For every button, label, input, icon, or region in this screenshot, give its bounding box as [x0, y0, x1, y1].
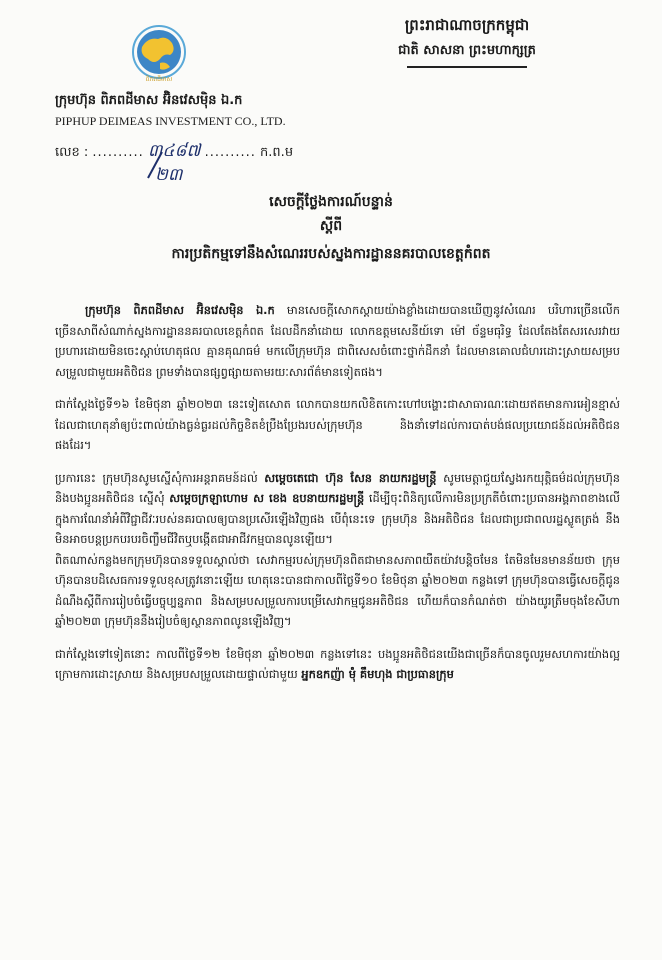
paragraph-1 — [55, 300, 620, 382]
paragraph-3 — [55, 468, 620, 550]
kingdom-title: ព្រះរាជាណាចក្រកម្ពុជា — [404, 16, 530, 34]
svg-text:ពិភពដីមាស: ពិភពដីមាស — [145, 76, 173, 83]
paragraph-3-text-a: ប្រការនេះ ក្រុមហ៊ុនសូមស្នើសុំការអន្តរាគមន៍ដល់ — [55, 470, 258, 485]
kingdom-heading — [367, 12, 567, 68]
deputy-prime-minister-name: សម្តេចក្រឡាហោម ស ខេង ឧបនាយករដ្ឋមន្ត្រី — [169, 491, 365, 505]
oknha-name: អ្នកឧកញ៉ា ម៉ុំ គឹមហុង ជាប្រធានក្រុម — [301, 667, 454, 681]
company-name-inline: ក្រុមហ៊ុន ពិភពដីមាស អ៊ិនវេសម៉ិន ឯ.ក — [85, 303, 275, 317]
statement-title: សេចក្តីថ្លែងការណ៍បន្ទាន់ — [269, 194, 393, 210]
company-name-english: PIPHUP DEIMEAS INVESTMENT CO., LTD. — [55, 114, 286, 128]
prime-minister-name: សម្តេចតេជោ ហ៊ុន សែន នាយករដ្ឋមន្ត្រី — [264, 470, 437, 485]
national-motto: ជាតិ សាសនា ព្រះមហាក្សត្រ — [398, 43, 536, 58]
paragraph-3-text-c: ដើម្បីចុះពិនិត្យលើការមិនប្រក្រតីចំពោះប្រធានអង្គភាពខាងលើ ក្នុងការណែនាំអំពីវិជ្ជាជីវៈរបស់នគរបាលឲ្យបានប្រសើរឡើងវិញផង បើពុំនេះទេ ក្រុមហ៊ុន និងអតិថិជន ដែលជាប្រជាពលរដ្ឋស្លូតត្រង់ នឹងមិនអាចបន្តប្រកបរបរចិញ្ចឹមជីវិតឬបង្កើតជាអាជីវកម្មបានលូនឡើយ។ — [55, 491, 621, 546]
ref-label: លេខ : — [55, 145, 89, 160]
statement-body — [55, 300, 620, 697]
ref-year-handwritten: ២៣ — [155, 165, 183, 185]
statement-subject: ការប្រតិកម្មទៅនឹងសំណេររបស់ស្នងការដ្ឋាននគរបាលខេត្តកំពត — [171, 246, 491, 262]
company-name-khmer: ក្រុមហ៊ុន ពិភពដីមាស អ៊ិនវេសម៉ិន ឯ.ក — [55, 93, 243, 108]
ref-suffix: ក.ព.ម — [260, 145, 294, 160]
motto-divider — [407, 66, 527, 68]
paragraph-5 — [55, 644, 620, 685]
paragraph-2: ជាក់ស្តែងថ្ងៃទី១៦ ខែមិថុនា ឆ្នាំ២០២៣ នេះទៀតសោត លោកបានយកលិខិតកោះហៅបង្ហោះជាសាធារណៈដោយឥតមានការអៀនខ្មាស់ ដែលជាហេតុនាំឲ្យប៉ះពាល់យ៉ាងធ្ងន់ធ្ងរដល់កិច្ចខិតខំប្រឹងប្រែងរបស់ក្រុមហ៊ុន និងនាំទៅដល់ការបាត់បង់ផលប្រយោជន៍ដល់អតិថិជនផងដែរ។ — [55, 397, 620, 452]
paragraph-5-text: ជាក់ស្តែងទៅទៀតនោះ កាលពីថ្ងៃទី១២ ខែមិថុនា ឆ្នាំ២០២៣ កន្លងទៅនេះ បងប្អូនអតិថិជនយើងជាច្រើនក៏បានចូលរួមសហការយ៉ាងល្អក្រោមការដោះស្រាយ និងសម្របសម្រួលដោយផ្ទាល់ជាមួយ — [55, 646, 620, 681]
paragraph-1-text: មានសេចក្តីសោកស្តាយយ៉ាងខ្លាំងដោយបានឃើញនូវសំណេរ បរិហារច្រើនលើកច្រើនសាពីសំណាក់ស្នងការដ្ឋាននគរបាលខេត្តកំពត ដែលដឹកនាំដោយ លោកឧត្តមសេនីយ៍ទោ ម៉ៅ ច័ន្ទមធុរិទ្ធ ដែលតែងតែសរសេរវាយប្រហារដោយមិនចេះស្តាប់ហេតុផល គ្មានគុណធម៌ មកលើក្រុមហ៊ុន ជាពិសេសចំពោះថ្នាក់ដឹកនាំ ដែលមានគោលជំហរដោះស្រាយសម្របសម្រួលជាមួយអតិថិជន ព្រមទាំងបានផ្សព្វផ្សាយតាមរយៈសារព័ត៌មានទៀតផង។ — [55, 303, 620, 379]
globe-logo-icon — [130, 25, 188, 83]
paragraph-4: ពិតណាស់កន្លងមកក្រុមហ៊ុនបានទទួលស្គាល់ថា សេវាកម្មរបស់ក្រុមហ៊ុនពិតជាមានសភាពយឺតយ៉ាវបន្តិចមែន តែមិនមែនមានន័យថា ក្រុមហ៊ុនបានបដិសេធការទទួលខុសត្រូវនោះឡើយ ហេតុនេះបានជាកាលពីថ្ងៃទី១០ ខែមិថុនា ឆ្នាំ២០២៣ កន្លងទៅ ក្រុមហ៊ុនបានធ្វើសេចក្តីជូនដំណឹងស្តីពីការរៀបចំធ្វើបច្ចុប្បន្នភាព និងសម្របសម្រួលការបម្រើសេវាកម្មជូនអតិថិជន ហើយក៏បានកំណត់ថា យ៉ាងយូរត្រឹមចុងខែសីហា ឆ្នាំ២០២៣ ក្រុមហ៊ុននឹងរៀបចំឲ្យស្ថានភាពលូនឡើងវិញ។ — [55, 552, 620, 628]
paragraph-3-text-b: សូមមេត្តាជួយស្វែងរកយុត្តិធម៌ដល់ក្រុមហ៊ុន និងបងប្អូនអតិថិជន ស្នើសុំ — [55, 470, 621, 505]
ref-dots-2: .......... — [204, 145, 256, 160]
statement-about: ស្តីពី — [319, 218, 343, 234]
reference-number — [55, 140, 293, 165]
ref-dots: .......... — [92, 145, 144, 160]
ref-number-handwritten: ៣៤៨៧ — [147, 141, 201, 161]
